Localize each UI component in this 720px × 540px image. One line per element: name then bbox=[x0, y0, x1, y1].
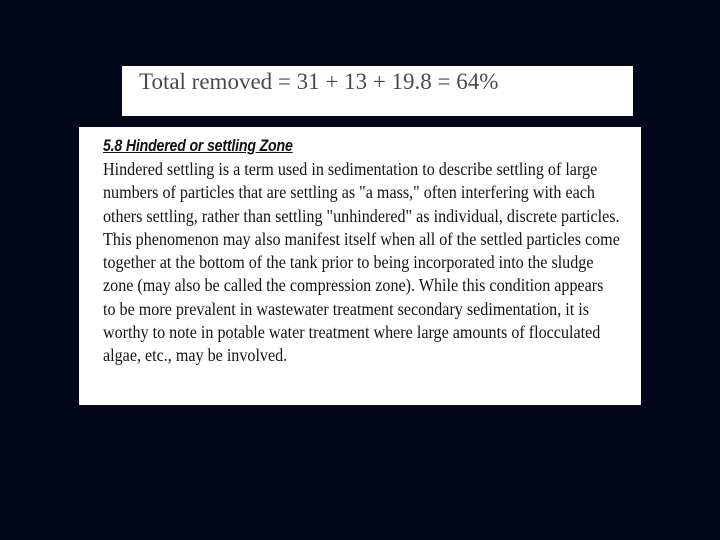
paragraph-line: This phenomenon may also manifest itself when all of the settled particles come bbox=[103, 228, 620, 249]
section-panel bbox=[79, 127, 641, 405]
paragraph-line: Hindered settling is a term used in sedimentation to describe settling of large bbox=[103, 159, 598, 179]
equation-panel bbox=[122, 66, 633, 116]
paragraph-line: zone (may also be called the compression zone). While this condition appears bbox=[103, 275, 604, 296]
paragraph-line: algae, etc., may be involved. bbox=[103, 345, 288, 366]
section-heading: 5.8 Hindered or settling Zone bbox=[103, 136, 293, 155]
paragraph-line: to be more prevalent in wastewater treatment secondary sedimentation, it is bbox=[103, 298, 589, 319]
equation-text: Total removed = 31 + 13 + 19.8 = 64% bbox=[139, 69, 499, 94]
paragraph-line: worthy to note in potable water treatment where large amounts of flocculated bbox=[103, 322, 601, 343]
section-paragraph bbox=[103, 158, 620, 368]
paragraph-line: others settling, rather than settling "unhindered" as individual, discrete particles. bbox=[103, 205, 620, 226]
paragraph-line: together at the bottom of the tank prior to being incorporated into the sludge bbox=[103, 252, 594, 273]
paragraph-line: numbers of particles that are settling as "a mass," often interfering with each bbox=[103, 182, 595, 203]
